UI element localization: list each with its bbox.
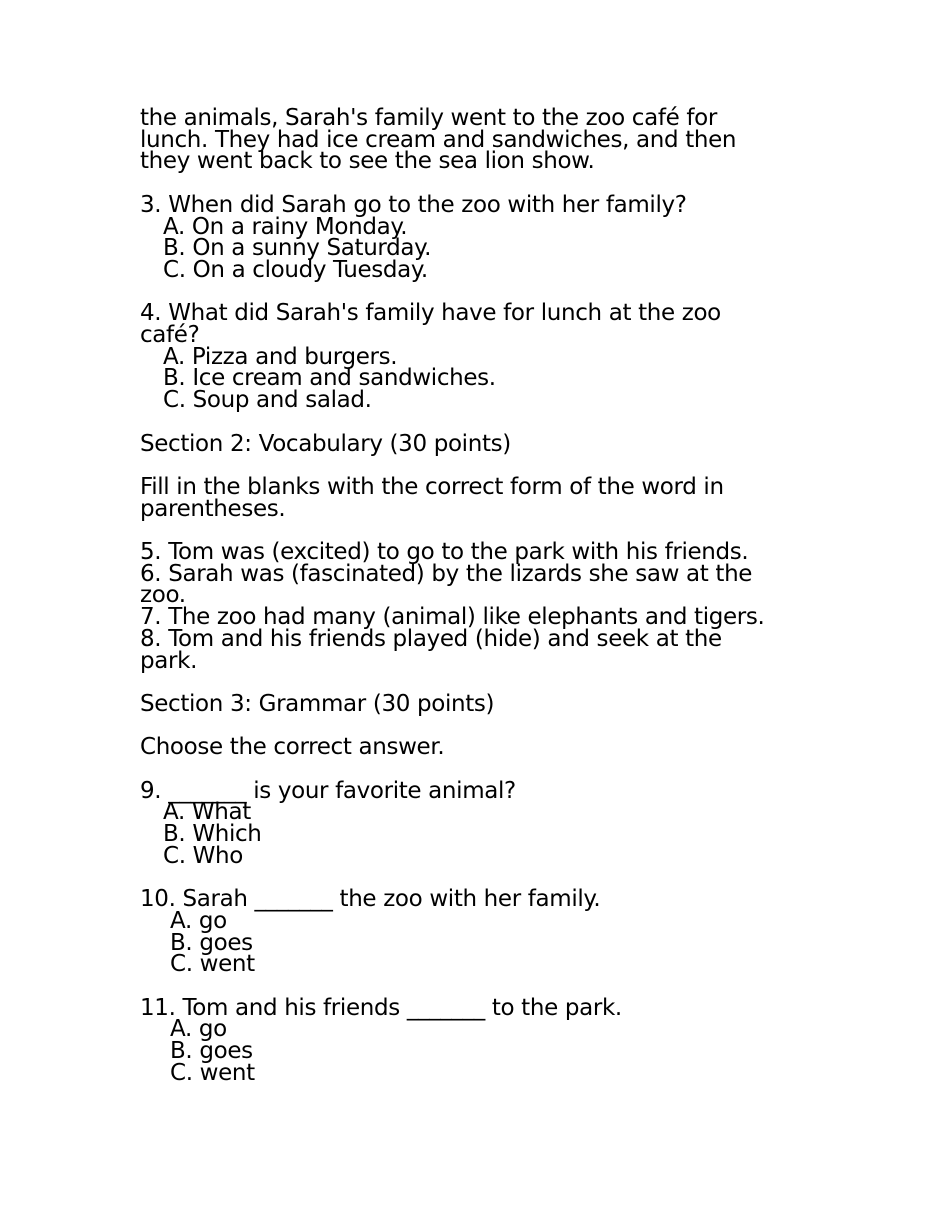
answer-option: C. Who [163,842,243,869]
question-11 [140,994,820,1086]
answer-option: A. Pizza and burgers. [163,343,398,370]
answer-option: C. went [170,1059,255,1086]
answer-option: C. Soup and salad. [163,387,372,414]
section-2-heading: Section 2: Vocabulary (30 points) [140,430,511,457]
question-4 [140,300,820,414]
vocabulary-item: 5. Tom was (excited) to go to the park with his friends. [140,538,749,565]
question-text: 3. When did Sarah go to the zoo with her family? [140,191,687,218]
answer-option: A. On a rainy Monday. [163,213,408,240]
reading-passage [140,105,820,175]
answer-option: C. went [170,951,255,978]
question-text: 11. Tom and his friends _______ to the park. [140,994,622,1021]
question-text: 10. Sarah _______ the zoo with her family. [140,886,601,913]
question-text: café? [140,322,200,348]
answer-option: B. goes [170,929,253,956]
question-text: 4. What did Sarah's family have for lunch at the zoo [140,300,721,327]
answer-option: B. goes [170,1038,253,1065]
question-9 [140,777,820,869]
question-text: 9. _______ is your favorite animal? [140,777,516,804]
vocabulary-item: zoo. [140,582,186,609]
worksheet-page [140,105,820,1086]
answer-option: B. On a sunny Saturday. [163,235,432,262]
answer-option: C. On a cloudy Tuesday. [163,256,428,283]
answer-option: A. What [163,799,251,826]
answer-option: B. Ice cream and sandwiches. [163,365,496,392]
section-3-instruction: Choose the correct answer. [140,734,445,761]
section-2-instruction [140,473,820,522]
question-3 [140,191,820,283]
section-3-heading: Section 3: Grammar (30 points) [140,690,495,717]
vocabulary-item: 8. Tom and his friends played (hide) and seek at the [140,625,722,652]
passage-line: they went back to see the sea lion show. [140,148,595,175]
vocabulary-item: 7. The zoo had many (animal) like elephants and tigers. [140,604,765,631]
vocabulary-item: park. [140,647,198,674]
passage-line: lunch. They had ice cream and sandwiches, and then [140,126,737,153]
question-10 [140,886,820,978]
answer-option: A. go [170,1016,227,1043]
instruction-text: parentheses. [140,495,286,522]
answer-option: A. go [170,907,227,934]
vocabulary-item: 6. Sarah was (fascinated) by the lizards she saw at the [140,560,753,587]
instruction-text: Fill in the blanks with the correct form of the word in [140,473,724,500]
vocabulary-items [140,538,820,674]
passage-line: the animals, Sarah's family went to the zoo café for [140,105,717,131]
answer-option: B. Which [163,821,262,848]
